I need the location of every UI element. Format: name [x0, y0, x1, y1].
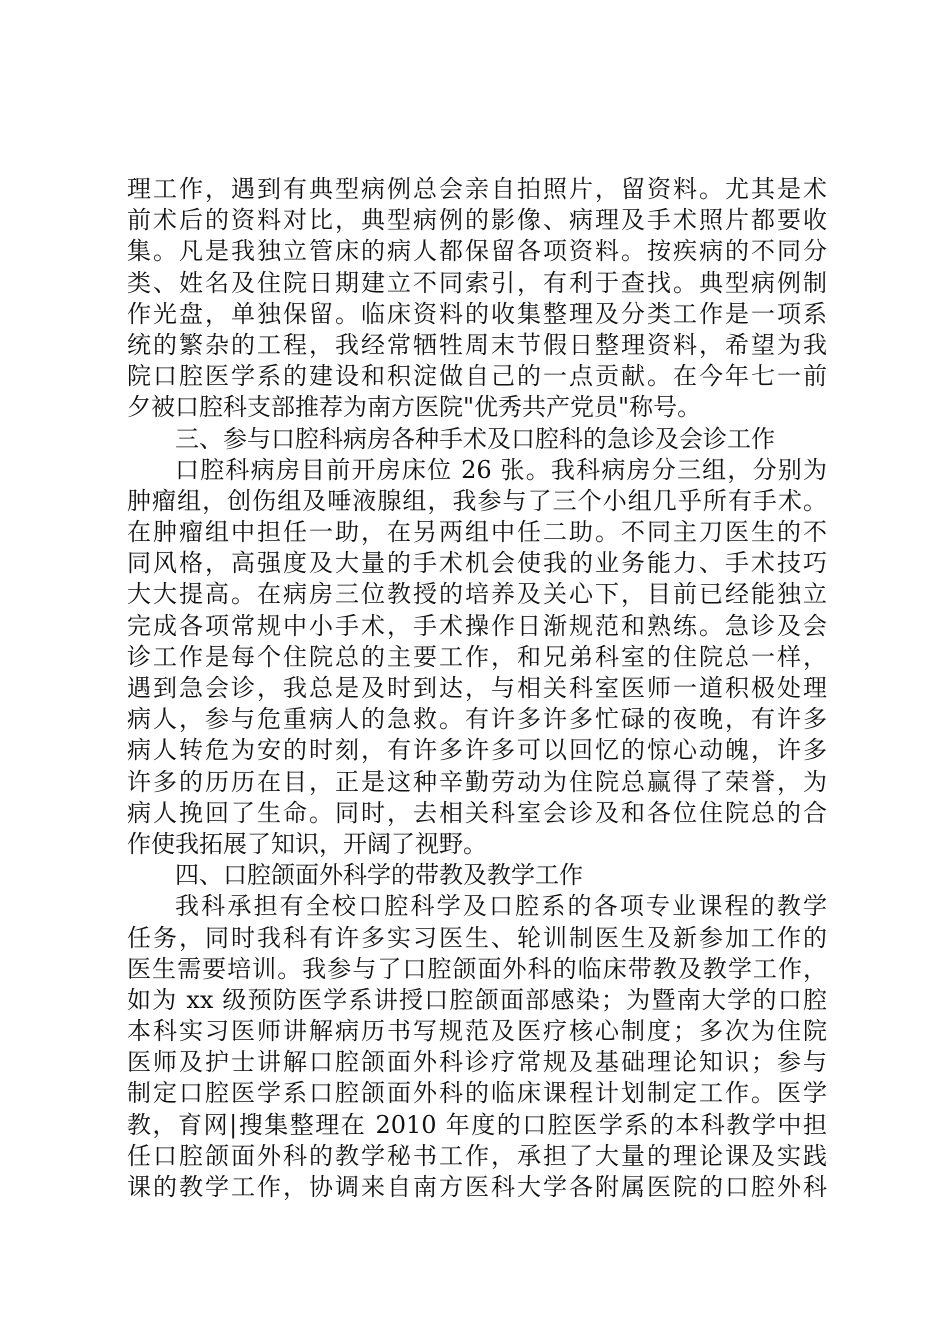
text-line: 肿瘤组，创伤组及唾液腺组，我参与了三个小组几乎所有手术。 [127, 486, 827, 515]
text-line: 作光盘，单独保留。临床资料的收集整理及分类工作是一项系 [127, 299, 827, 328]
document-body [127, 174, 827, 1203]
text-line: 在肿瘤组中担任一助，在另两组中任二助。不同主刀医生的不 [127, 518, 827, 547]
text-line: 课的教学工作，协调来自南方医科大学各附属医院的口腔外科 [127, 1173, 827, 1201]
text-line: 院口腔医学系的建设和积淀做自己的一点贡献。在今年七一前 [127, 362, 827, 391]
text-line: 诊工作是每个住院总的主要工作，和兄弟科室的住院总一样， [127, 642, 827, 671]
text-line: 三、参与口腔科病房各种手术及口腔科的急诊及会诊工作 [175, 424, 775, 453]
text-line: 前术后的资料对比，典型病例的影像、病理及手术照片都要收 [127, 206, 827, 235]
text-line: 理工作，遇到有典型病例总会亲自拍照片，留资料。尤其是术 [127, 175, 827, 203]
text-line: 教，育网|搜集整理在 2010 年度的口腔医学系的本科教学中担 [127, 1110, 827, 1139]
text-line: 夕被口腔科支部推荐为南方医院"优秀共产党员"称号。 [127, 393, 702, 422]
text-line: 完成各项常规中小手术，手术操作日渐规范和熟练。急诊及会 [127, 611, 827, 640]
text-line: 我科承担有全校口腔科学及口腔系的各项专业课程的教学 [175, 892, 827, 921]
text-line: 同风格，高强度及大量的手术机会使我的业务能力、手术技巧 [127, 549, 827, 578]
text-line: 口腔科病房目前开房床位 26 张。我科病房分三组，分别为 [175, 455, 827, 484]
text-line: 集。凡是我独立管床的病人都保留各项资料。按疾病的不同分 [127, 237, 827, 266]
text-line: 任务，同时我科有许多实习医生、轮训制医生及新参加工作的 [127, 923, 827, 952]
text-line: 许多的历历在目，正是这种辛勤劳动为住院总赢得了荣誉，为 [127, 767, 827, 796]
text-line: 如为 xx 级预防医学系讲授口腔颌面部感染；为暨南大学的口腔 [127, 985, 827, 1014]
text-line: 遇到急会诊，我总是及时到达，与相关科室医师一道积极处理 [127, 674, 827, 702]
text-line: 本科实习医师讲解病历书写规范及医疗核心制度；多次为住院 [127, 1017, 827, 1046]
text-line: 任口腔颌面外科的教学秘书工作，承担了大量的理论课及实践 [127, 1141, 827, 1170]
text-line: 病人，参与危重病人的急救。有许多许多忙碌的夜晚，有许多 [127, 705, 827, 734]
text-line: 病人挽回了生命。同时，去相关科室会诊及和各位住院总的合 [127, 798, 827, 827]
text-line: 作使我拓展了知识，开阔了视野。 [127, 829, 487, 858]
text-line: 医师及护士讲解口腔颌面外科诊疗常规及基础理论知识；参与 [127, 1048, 827, 1077]
text-line: 医生需要培训。我参与了口腔颌面外科的临床带教及教学工作， [127, 954, 827, 983]
text-line: 统的繁杂的工程，我经常牺牲周末节假日整理资料，希望为我 [127, 330, 827, 359]
text-line: 四、口腔颌面外科学的带教及教学工作 [175, 861, 583, 890]
text-line: 制定口腔医学系口腔颌面外科的临床课程计划制定工作。医学 [127, 1079, 827, 1108]
text-line: 大大提高。在病房三位教授的培养及关心下，目前已经能独立 [127, 580, 827, 609]
text-line: 病人转危为安的时刻，有许多许多可以回忆的惊心动魄，许多 [127, 736, 827, 765]
text-line: 类、姓名及住院日期建立不同索引，有利于查找。典型病例制 [127, 268, 827, 297]
